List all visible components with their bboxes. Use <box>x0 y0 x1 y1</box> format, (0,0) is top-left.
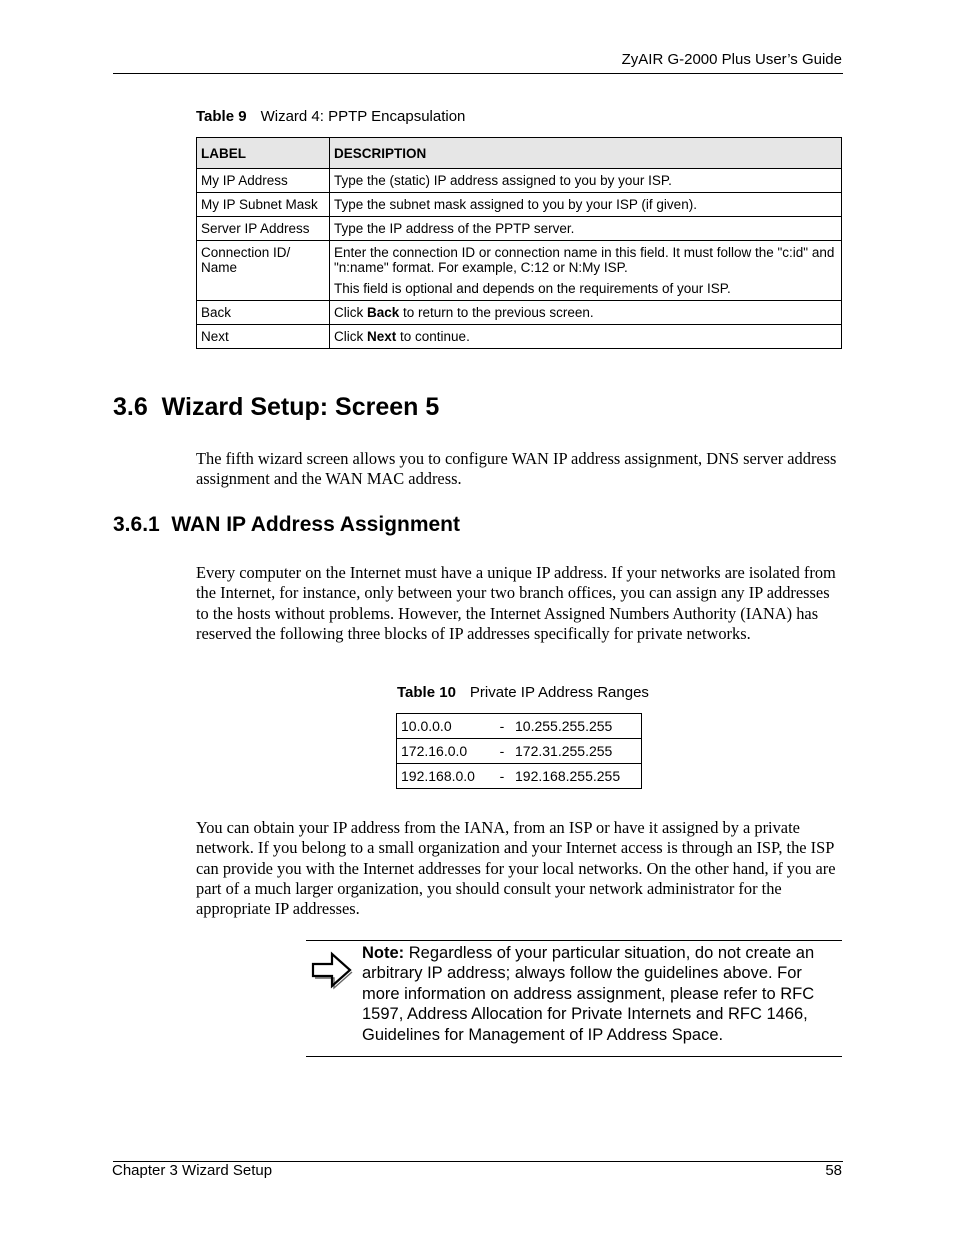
desc-keyword: Next <box>367 329 397 344</box>
section-heading: 3.6 Wizard Setup: Screen 5 <box>113 393 440 421</box>
page-number: 58 <box>825 1162 842 1179</box>
table10-caption <box>397 684 649 701</box>
row-label: Connection ID/ Name <box>197 241 330 301</box>
row-description <box>330 325 842 349</box>
table-row <box>397 764 642 789</box>
row-description <box>330 301 842 325</box>
table-row <box>397 739 642 764</box>
subsection-paragraph: You can obtain your IP address from the IANA, from an ISP or have it assigned by a private network. If you belong to a small organization and your Internet access is through an ISP, the ISP can provide you with the Internet addresses for your local networks. On the other hand, if you are part of a much larger organization, you should consult your network administrator for the appropriate IP addresses. <box>196 818 836 919</box>
range-separator: - <box>493 739 511 764</box>
table-row <box>197 193 842 217</box>
range-start: 10.0.0.0 <box>397 714 494 739</box>
table9-caption <box>196 108 465 125</box>
range-separator: - <box>493 764 511 789</box>
note-body: Regardless of your particular situation, do not create an arbitrary IP address; always follow the guidelines above. For more information on address assignment, please refer to RFC 1597, Address Allocation for Private Internets and RFC 1466, Guidelines for Management of IP Address Space. <box>362 944 815 1044</box>
row-description <box>330 241 842 301</box>
desc-text: to return to the previous screen. <box>399 305 594 320</box>
table-header-row <box>197 138 842 169</box>
subsection-paragraph: Every computer on the Internet must have a unique IP address. If your networks are isolated from the Internet, for instance, only between your two branch offices, you can assign any IP addresses to the hosts without problems. However, the Internet Assigned Numbers Authority (IANA) has reserved the following three blocks of IP addresses specifically for private networks. <box>196 563 836 643</box>
row-description-para: Enter the connection ID or connection name in this field. It must follow the "c:id" and "n:name" format. For example, C:12 or N:My ISP. <box>334 245 835 275</box>
desc-keyword: Back <box>367 305 400 320</box>
table-row <box>197 169 842 193</box>
table9-caption-text: Wizard 4: PPTP Encapsulation <box>260 108 466 125</box>
row-description: Type the IP address of the PPTP server. <box>330 217 842 241</box>
range-start: 192.168.0.0 <box>397 764 494 789</box>
table-row <box>197 241 842 301</box>
subsection-heading: 3.6.1 WAN IP Address Assignment <box>113 513 460 536</box>
range-end: 192.168.255.255 <box>511 764 642 789</box>
row-label: My IP Address <box>197 169 330 193</box>
column-header-description: DESCRIPTION <box>330 138 842 169</box>
row-label: Server IP Address <box>197 217 330 241</box>
desc-text: Click <box>334 305 367 320</box>
pptp-encapsulation-table <box>196 137 842 349</box>
row-description: Type the subnet mask assigned to you by your ISP (if given). <box>330 193 842 217</box>
desc-text: Click <box>334 329 367 344</box>
table10-caption-text: Private IP Address Ranges <box>469 684 649 701</box>
table-row <box>197 217 842 241</box>
table10-caption-label: Table 10 <box>397 684 456 701</box>
row-label: Next <box>197 325 330 349</box>
range-end: 172.31.255.255 <box>511 739 642 764</box>
running-header: ZyAIR G-2000 Plus User’s Guide <box>621 51 842 68</box>
range-end: 10.255.255.255 <box>511 714 642 739</box>
row-description-para: This field is optional and depends on the requirements of your ISP. <box>334 281 731 296</box>
footer-chapter: Chapter 3 Wizard Setup <box>112 1162 273 1179</box>
table-row <box>197 301 842 325</box>
arrow-right-icon <box>308 948 354 990</box>
row-description: Type the (static) IP address assigned to you by your ISP. <box>330 169 842 193</box>
column-header-label: LABEL <box>197 138 330 169</box>
range-separator: - <box>493 714 511 739</box>
section-intro: The fifth wizard screen allows you to configure WAN IP address assignment, DNS server address assignment and the WAN MAC address. <box>196 449 837 489</box>
note-text <box>362 943 842 1045</box>
header-rule <box>113 73 843 74</box>
note-top-rule <box>306 940 842 941</box>
note-bottom-rule <box>306 1056 842 1057</box>
range-start: 172.16.0.0 <box>397 739 494 764</box>
desc-text: to continue. <box>396 329 470 344</box>
private-ip-ranges-table <box>396 713 642 789</box>
table-row <box>397 714 642 739</box>
note-label: Note: <box>362 944 405 962</box>
table9-caption-label: Table 9 <box>196 108 247 125</box>
row-label: My IP Subnet Mask <box>197 193 330 217</box>
row-label: Back <box>197 301 330 325</box>
table-row <box>197 325 842 349</box>
